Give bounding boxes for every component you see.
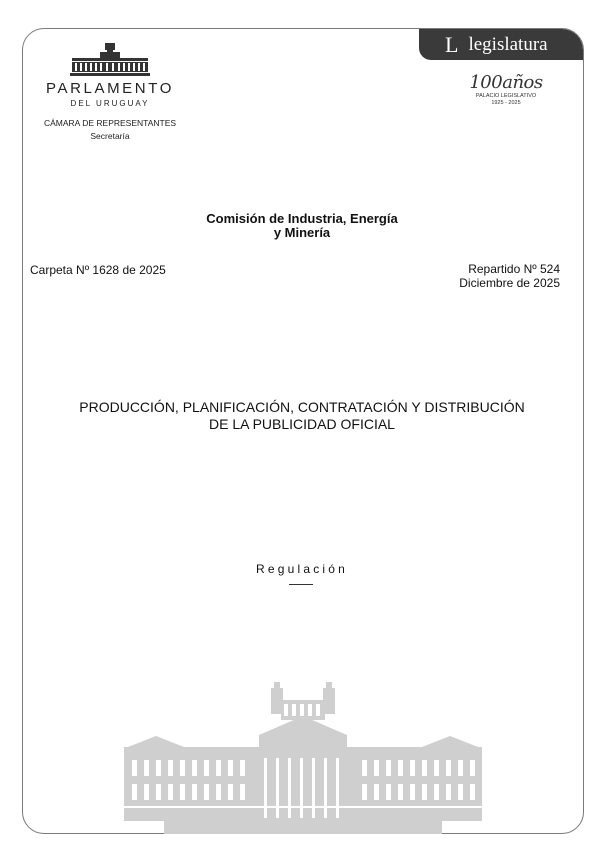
parliament-logo xyxy=(42,42,178,141)
logo-camara: CÁMARA DE REPRESENTANTES xyxy=(43,118,177,128)
palacio-legislativo-icon xyxy=(124,680,482,834)
document-title xyxy=(0,399,604,433)
subtitle-rule xyxy=(289,584,313,585)
commission-name xyxy=(0,212,604,240)
legislatura-letter: L xyxy=(445,31,459,57)
commission-line-2: y Minería xyxy=(273,225,331,240)
carpeta-number: Carpeta Nº 1628 de 2025 xyxy=(30,263,166,277)
anniversary-title: 100años xyxy=(469,72,543,93)
logo-parlamento: PARLAMENTO xyxy=(46,80,174,97)
title-line-2: DE LA PUBLICIDAD OFICIAL xyxy=(209,416,395,432)
logo-secretaria: Secretaría xyxy=(90,131,130,141)
parliament-building-icon xyxy=(70,42,150,76)
anniversary-badge xyxy=(460,72,552,107)
title-line-1: PRODUCCIÓN, PLANIFICACIÓN, CONTRATACIÓN Y DISTRIBUCIÓN xyxy=(79,399,525,415)
document-subtitle: Regulación xyxy=(255,562,349,576)
repartido-block xyxy=(459,263,560,290)
repartido-date: Diciembre de 2025 xyxy=(459,275,560,290)
repartido-number: Repartido Nº 524 xyxy=(468,262,560,276)
anniversary-palace: PALACIO LEGISLATIVO xyxy=(475,93,537,99)
legislatura-tab xyxy=(419,29,583,60)
legislatura-word: legislatura xyxy=(468,33,548,55)
logo-uruguay: DEL URUGUAY xyxy=(70,99,150,108)
anniversary-years: 1925 - 2025 xyxy=(491,100,521,106)
commission-line-1: Comisión de Industria, Energía xyxy=(206,211,398,226)
